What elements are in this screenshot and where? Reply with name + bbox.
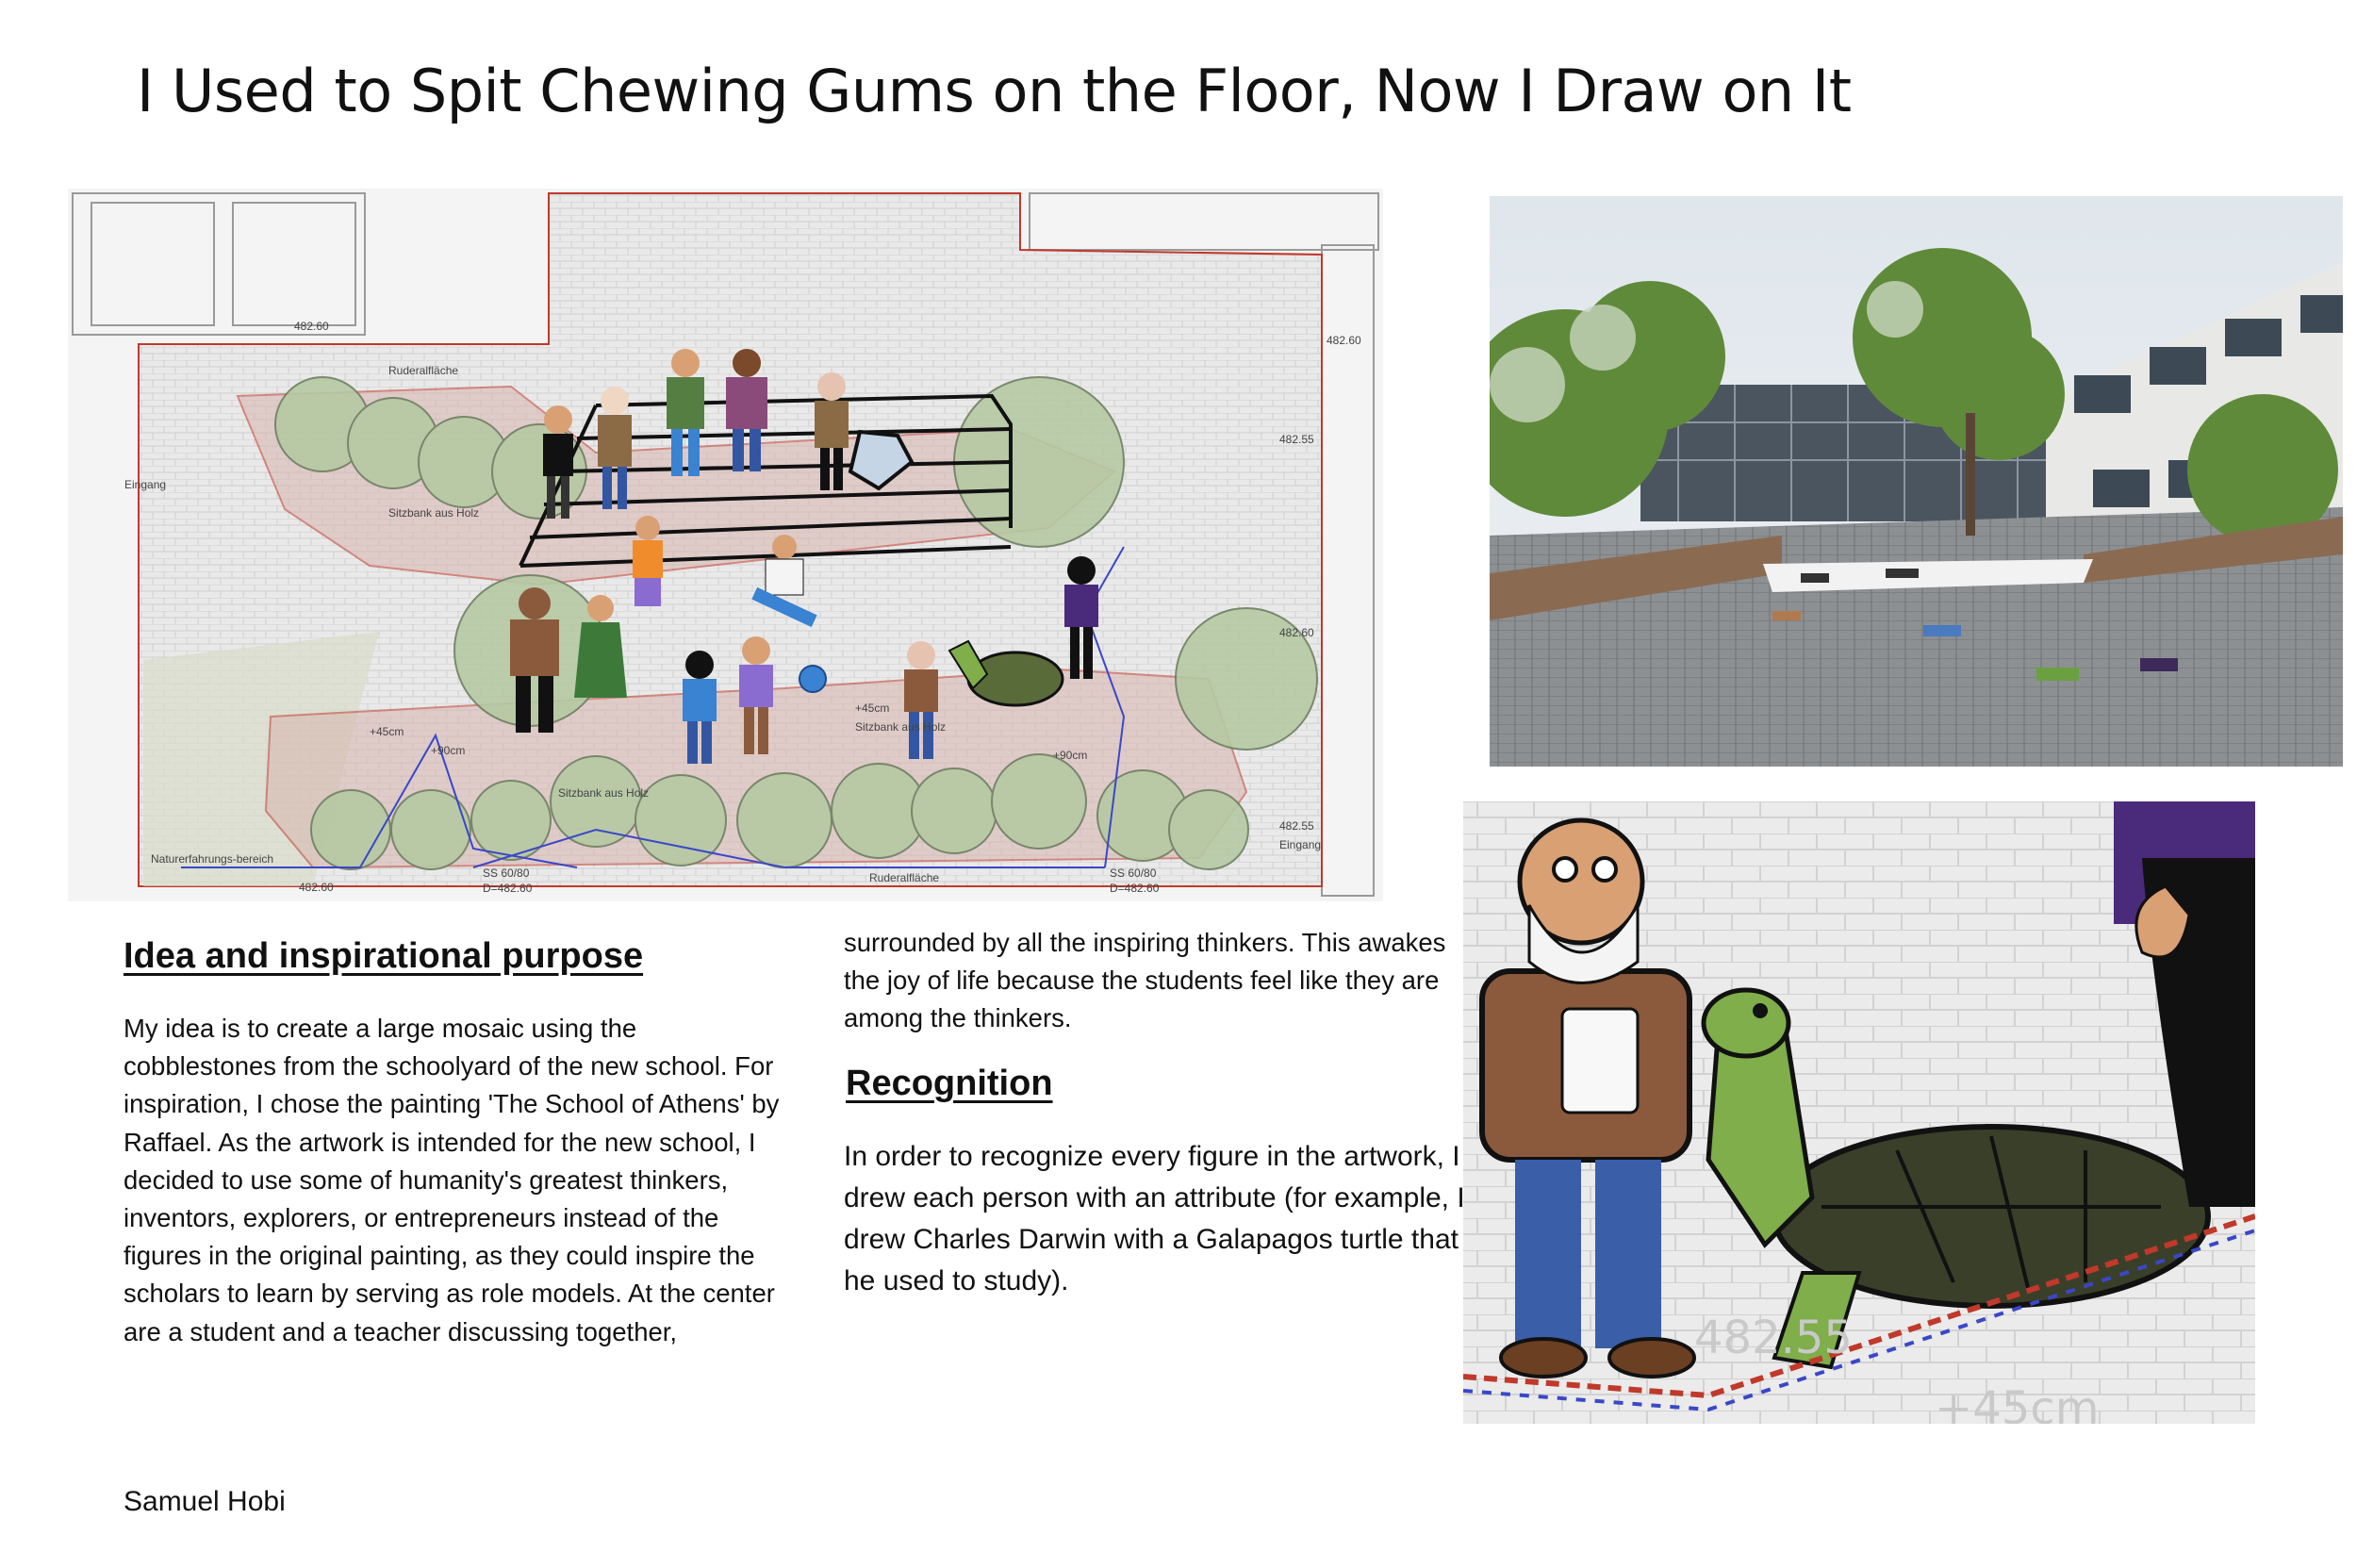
idea-paragraph-continued: surrounded by all the inspiring thinkers. This awakes the joy of life because the students feel like they are among the thinkers. xyxy=(844,928,1446,1033)
plan-level-2: 482.55 xyxy=(1279,433,1314,446)
detail-level-label: 482.55 xyxy=(1694,1312,1853,1364)
plan-label-drain-1: D=482.60 xyxy=(483,882,533,895)
detail-closeup-image xyxy=(1463,801,2255,1424)
courtyard-rendering-image xyxy=(1490,196,2343,767)
plan-level-4: 482.55 xyxy=(1279,819,1314,833)
detail-offset-label: +45cm xyxy=(1935,1382,2100,1424)
plan-label-plus45-1: +45cm xyxy=(855,701,890,715)
author-name: Samuel Hobi xyxy=(124,1486,286,1517)
plan-label-plus90-1: +90cm xyxy=(431,744,466,757)
plan-label-bench-bottom: Sitzbank aus Holz xyxy=(558,786,650,800)
plan-label-entrance-right: Eingang xyxy=(1279,838,1322,851)
plan-label-drain-2: D=482.60 xyxy=(1110,882,1160,895)
plan-level-6: 482.60 xyxy=(299,881,334,894)
idea-paragraph: My idea is to create a large mosaic using the cobblestones from the schoolyard of the new school. For inspiration, I chose the painting 'The School of Athens' by Raffael. As the artwork is intended for the new school, I decided to use some of humanity's greatest thinkers, inventors, explorers, or entrepreneurs instead of the figures in the original painting, as they could inspire the scholars to learn by serving as role models. At the center are a student and a teacher discussing together, xyxy=(124,1014,780,1346)
page-title: I Used to Spit Chewing Gums on the Floor, Now I Draw on It xyxy=(137,57,1852,125)
plan-label-ss-1: SS 60/80 xyxy=(483,867,530,880)
plan-label-plus90-2: +90cm xyxy=(1053,749,1088,762)
idea-heading: Idea and inspirational purpose xyxy=(124,936,644,976)
plan-label-ss-2: SS 60/80 xyxy=(1110,867,1157,880)
plan-label-bench-top: Sitzbank aus Holz xyxy=(855,720,947,734)
recognition-heading: Recognition xyxy=(846,1064,1053,1103)
plan-level-3: 482.60 xyxy=(1279,626,1314,639)
plan-level-1: 482.60 xyxy=(294,320,329,333)
site-plan-image xyxy=(68,189,1383,901)
plan-label-ruderal-top: Ruderalfläche xyxy=(388,364,459,377)
plan-label-nature: Naturerfahrungs-bereich xyxy=(151,852,274,866)
recognition-paragraph: In order to recognize every figure in the artwork, I drew each person with an attribute (for example, I drew Charles Darwin with a Galapagos turtle that he used to study). xyxy=(844,1141,1465,1296)
plan-label-entrance: Eingang xyxy=(124,478,167,491)
plan-label-bench-left: Sitzbank aus Holz xyxy=(388,506,480,520)
plan-label-ruderal-bottom: Ruderalfläche xyxy=(869,871,940,884)
plan-level-5: 482.60 xyxy=(1327,334,1361,347)
plan-label-plus45-2: +45cm xyxy=(370,725,404,738)
